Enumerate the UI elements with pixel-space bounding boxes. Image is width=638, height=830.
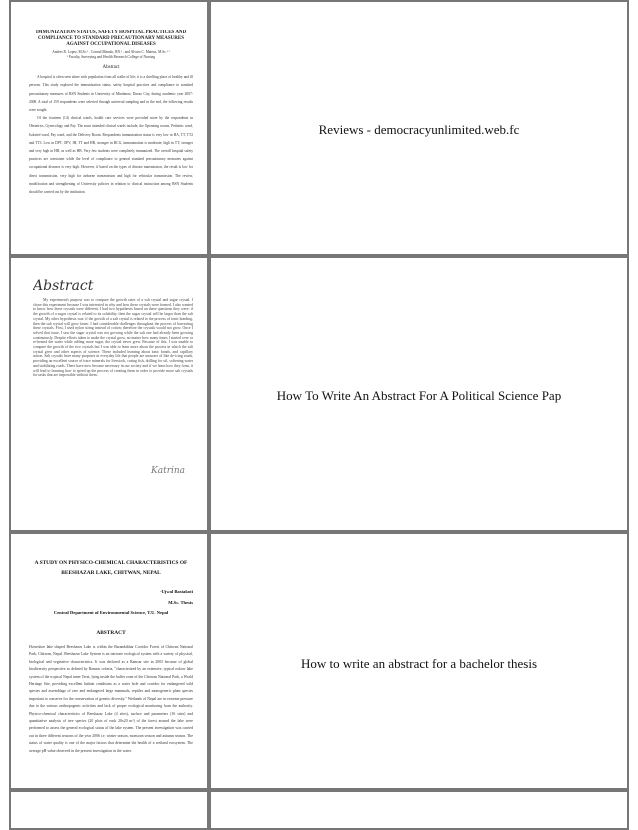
card-3-doc-body: Horseshoe lake shaped Beeshazar Lake is within the Barandabhar Corridor Forest of Chitwan National Park, Chitwan, Nepal. Beeshazar Lake System is an intricate ecological system with a variety of physical, biological and vegetative characteristics. It was declared as a Ramsar site in 2003 because of global biodiversity perspective as defined by Ramsar criteria, "characterized by an extensive, typical oxbow lake system of the tropical Nepal inner Terai, lying inside the buffer zone of the Chitwan National Park, a World Heritage Site, providing excellent habitat conditions as a water hole and corridor for endangered wild species and assemblage of rare and endangered large mammals, reptiles and monogeneric plant species important to conserve for the conservation of genetic diversity." Wetlands of Nepal are in extreme pressure due to the various anthropogenic activities and lack of proper ecological monitoring from the authority. Physico-chemical characteristics of Beeshazar Lake (4 sites), surface and parameters (16 sites) and quantitative analysis of tree species (20 plots of each 20x20 m²) of the forest around the lake were performed to assess the general ecological status of the lake system. The present investigation was carried out in three different seasons of the year 2006 i.e. winter season, monsoon season and autumn season. The status of water quality is one of the major factors that determine the health of a wetland ecosystem. The average pH value observed in the present investigation in the water. <box>29 645 193 753</box>
card-2-doc-body: My experiment's purpose was to compare the growth rates of a salt crystal and sugar crystal. I chose this experiment because I was interested in why and how these crystals were formed. I also wanted to know how these crystals were different. I had two hypotheses based on these questions they were: if the growth of a sugar crystal is related to its solubility, then the sugar crystal will be larger than the salt crystal. My other hypothesis was: if the growth of a salt crystal is related to the process of ionic bonding, then the salt crystal will grow faster. I had considerable challenges throughout the process of harvesting these crystals. First, I used nylon string instead of cotton; therefore the crystals would not grow. Once I solved that issue, I saw the sugar crystal was not growing while the salt one had already been growing continuously. Despite efforts taken to make the crystal grow, no matter how many times I started over or re-heated the water while adding more sugar, the crystal never grew. Because of this, I was unable to compare the growth of the two crystals but I was able to learn more about the process in which the salt crystal grew and other aspects of science. These included learning about ionic bonds, and capillary action. Salt crystals have many purposes in everyday life that people are unaware of like de-icing roads, providing an excellent source of trace minerals for livestock, curing fish, drilling for oil, softening water and stabilizing roads. There have now become necessary in our society and if we learn how they form, it will lead to learning how to speed up the process of creating them in order to provide more salt crystals for tasks that are impossible without them. <box>33 298 193 378</box>
card-3-doc-heading: ABSTRACT <box>96 630 126 636</box>
card-3-caption[interactable]: How to write an abstract for a bachelor thesis <box>300 656 538 671</box>
card-1-doc-paragraph-2: Of the fourteen (14) clinical wards, health care services were provided more by the respondents in Obstetrics, Gynecology and Pay. The most intended clinical wards include, the Operating rooms, Pediatric ward, Isolated ward, Pay ward, and the Delivery Room. Respondents immunization status is very low in HA, TT, TT2 and TT3. Low in DPT, OPV, IH, TT and HB, stronger in BCG, immunization is moderate; high in TT; stronger and very high in HB, as well as HB. Very few students were completely immunized. The overall hospital safety practices are consistent while the level of compliance to general standard precautionary measures against occupational diseases is very high. However, if based on the types of disease transmission, the result is low for direct transmission, very high for airborne transmission and high for vehicular transmission. The review, modification and strengthening of University policies in relation to clinical instruction among BSN Students should be carried out by the institution. <box>29 116 193 195</box>
card-3-doc-degree: M.Sc. Thesis <box>168 600 193 605</box>
card-1-doc-affiliation: ¹ Faculty, Surveying and Health Research College of Nursing <box>66 54 156 59</box>
card-2-doc-heading: Abstract <box>33 278 94 294</box>
card-2-doc-signature: Katrina <box>151 466 186 476</box>
card-3-doc-title: A STUDY ON PHYSICO-CHEMICAL CHARACTERISTICS OF BEESHAZAR LAKE, CHITWAN, NEPAL <box>34 560 188 576</box>
card-3-document-thumbnail[interactable] <box>29 558 193 788</box>
card-1-doc-heading: Abstract <box>102 65 120 71</box>
card-2-caption[interactable]: How To Write An Abstract For A Political Science Pap <box>276 388 562 403</box>
card-1-doc-paragraph-1: A hospital is often seen alone with population from all walks of life; it is a dwelling place of healthy and ill persons. This study explored the immunization status, safety hospital practices and compliance to standard precautionary measures of BSN Students in University of Mindanao, Davao City, during academic year 2007-2008. A total of 159 respondents were selected through universal sampling and in the end, the following results were sought. <box>29 75 193 112</box>
card-2-document-thumbnail[interactable] <box>33 278 193 518</box>
card-1-caption-cell[interactable] <box>209 0 629 256</box>
card-1-thumbnail-cell[interactable] <box>9 0 209 256</box>
card-3-thumbnail-cell[interactable] <box>9 532 209 790</box>
card-1-doc-authors: Andres R. Lopez, M.Sc.¹ , Conrad Manalo, RN.¹ , and Alvaro C. Mateus, M.Sc.¹ ² <box>52 50 170 54</box>
card-1-caption[interactable]: Reviews - democracyunlimited.web.fc <box>318 122 520 137</box>
card-1-document-thumbnail[interactable] <box>29 30 193 240</box>
card-2-thumbnail-cell[interactable] <box>9 256 209 532</box>
card-1-doc-title: IMMUNIZATION STATUS, SAFETY HOSPITAL PRACTICES AND COMPLIANCE TO STANDARD PRECAUTIONARY MEASURES AGAINST OCCUPATIONAL DISEASES <box>35 30 187 47</box>
card-3-doc-department: Central Department of Environmental Science, T.U. Nepal <box>53 610 169 615</box>
card-3-doc-author: -Ujwal Bastakoti <box>159 589 193 594</box>
card-2-caption-cell[interactable] <box>209 256 629 532</box>
next-caption-cell[interactable] <box>209 790 629 830</box>
card-3-caption-cell[interactable] <box>209 532 629 790</box>
next-thumbnail-cell[interactable] <box>9 790 209 830</box>
